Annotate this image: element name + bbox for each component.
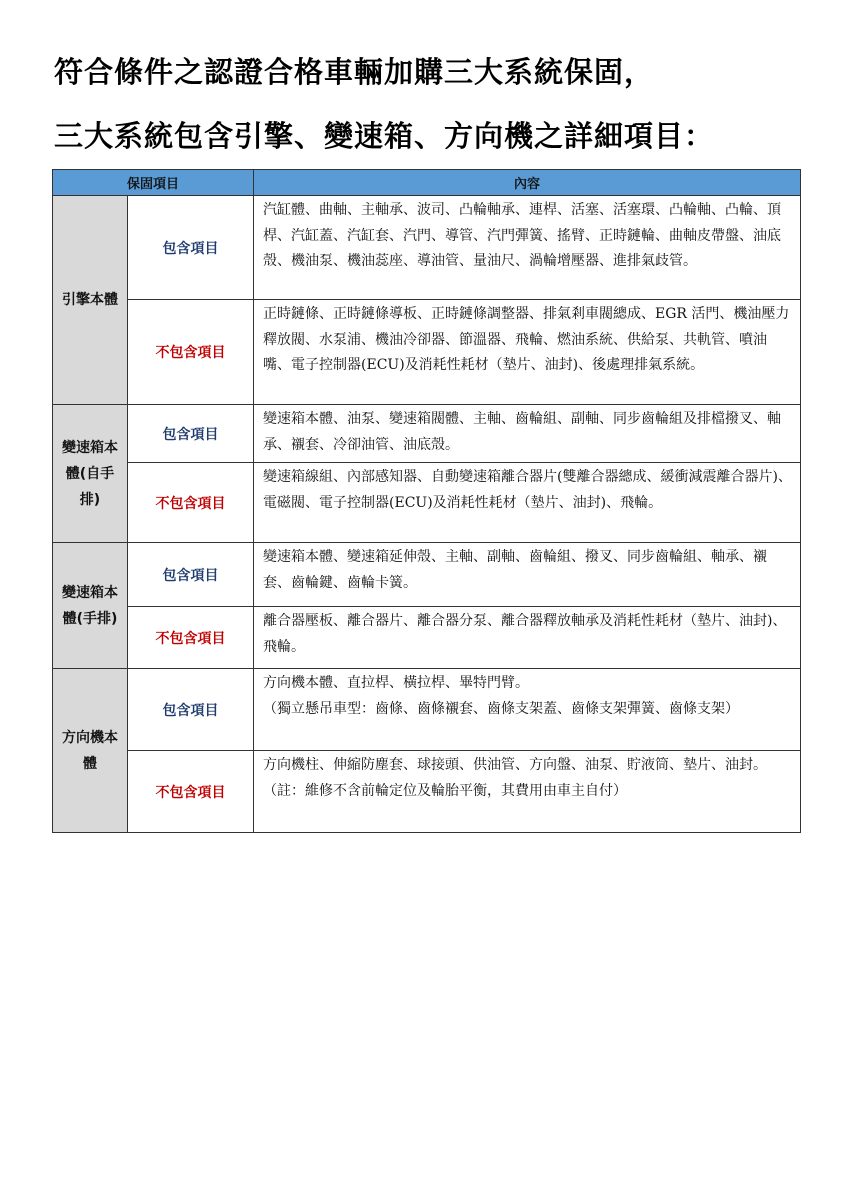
included-label: 包含項目 [128,405,254,463]
included-content [254,196,801,300]
table-header-row [53,170,801,196]
page-title-line-2: 三大系統包含引擎、變速箱、方向機之詳細項目： [54,119,715,153]
table-row [53,300,801,405]
excluded-content [254,751,801,833]
content-line: 變速箱本體、油泵、變速箱閥體、主軸、齒輪組、副軸、同步齒輪組及排檔撥叉、軸承、襯套、冷卻油管、油底殼。 [263,411,782,453]
table-row [53,463,801,543]
content-line: （註：維修不含前輪定位及輪胎平衡，其費用由車主自付） [263,782,628,799]
included-label: 包含項目 [128,669,254,751]
excluded-content [254,463,801,543]
excluded-label: 不包含項目 [128,300,254,405]
excluded-label: 不包含項目 [128,751,254,833]
system-name-steering: 方向機本體 [53,669,128,833]
system-name-transmission-auto: 變速箱本體(自手排) [53,405,128,543]
system-name-transmission-manual: 變速箱本體(手排) [53,543,128,669]
table-row [53,543,801,607]
included-content [254,543,801,607]
excluded-label: 不包含項目 [128,463,254,543]
included-content [254,405,801,463]
excluded-label: 不包含項目 [128,607,254,669]
table-row [53,607,801,669]
table-row [53,196,801,300]
header-content: 內容 [254,170,801,196]
excluded-content [254,607,801,669]
content-line: （獨立懸吊車型：齒條、齒條襯套、齒條支架蓋、齒條支架彈簧、齒條支架） [263,700,740,717]
included-label: 包含項目 [128,543,254,607]
content-line: 方向機本體、直拉桿、橫拉桿、畢特門臂。 [263,675,530,691]
content-line: 離合器壓板、離合器片、離合器分泵、離合器釋放軸承及消耗性耗材（墊片、油封)、飛輪。 [263,613,787,655]
table-row [53,405,801,463]
excluded-content [254,300,801,405]
table-row [53,669,801,751]
system-name-engine: 引擎本體 [53,196,128,405]
content-line: 變速箱本體、變速箱延伸殼、主軸、副軸、齒輪組、撥叉、同步齒輪組、軸承、襯套、齒輪鍵、齒輪卡簧。 [263,549,768,591]
included-label: 包含項目 [128,196,254,300]
included-content [254,669,801,751]
table-row [53,751,801,833]
content-line: 方向機柱、伸縮防塵套、球接頭、供油管、方向盤、油泵、貯液筒、墊片、油封。 [263,757,768,773]
warranty-table [52,169,801,833]
page-title-line-1: 符合條件之認證合格車輛加購三大系統保固， [54,55,655,89]
header-item: 保固項目 [53,170,254,196]
content-line: 變速箱線組、內部感知器、自動變速箱離合器片(雙離合器總成、緩衝減震離合器片)、電磁閥、電子控制器(ECU)及消耗性耗材（墊片、油封)、飛輪。 [263,469,792,511]
content-line: 汽缸體、曲軸、主軸承、波司、凸輪軸承、連桿、活塞、活塞環、凸輪軸、凸輪、頂桿、汽缸蓋、汽缸套、汽門、導管、汽門彈簧、搖臂、正時鏈輪、曲軸皮帶盤、油底殼、機油泵、機油蕊座、導油管、量油尺、渦輪增壓器、進排氣歧管。 [263,202,782,269]
content-line: 正時鏈條、正時鏈條導板、正時鏈條調整器、排氣剎車閥總成、EGR 活門、機油壓力釋放閥、水泵浦、機油冷卻器、節溫器、飛輪、燃油系統、供給泵、共軌管、噴油嘴、電子控制器(ECU)及消耗性耗材（墊片、油封)、後處理排氣系統。 [263,306,790,373]
